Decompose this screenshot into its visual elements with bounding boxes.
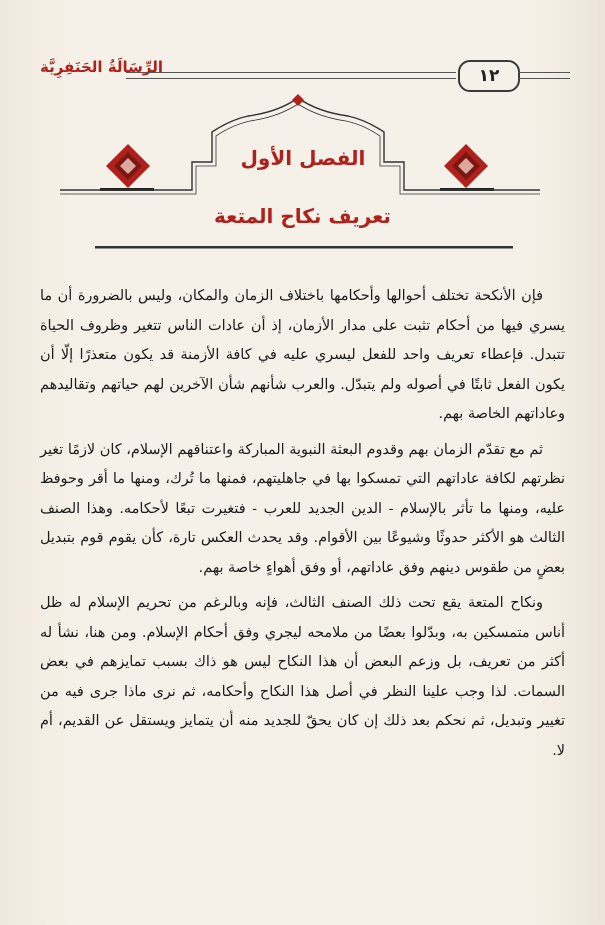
page-number: ١٢ [478, 66, 500, 86]
book-title: الرِّسَالَةُ الحَنَفِرِيَّة [40, 58, 164, 76]
chapter-title: تعريف نكاح المتعة [214, 204, 391, 228]
chapter-ornament [0, 92, 605, 252]
body-text [40, 282, 565, 772]
right-diamond-ornament [440, 144, 494, 191]
page-number-box [458, 60, 520, 92]
header-rule-tail [518, 72, 570, 79]
paragraph: ونكاح المتعة يقع تحت ذلك الصنف الثالث، فإنه وبالرغم من تحريم الإسلام له ظل أناس متمسكين به، وبدّلوا بعضًا من ملامحه ليجري وفق أحكام الإسلام. ومن هنا، نشأ له أكثر من تعريف، بل وزعم البعض أن هذا النكاح ليس هو ذاك بسبب تمايزهم في بعض السمات. لذا وجب علينا النظر في أصل هذا النكاح وأحكامه، ثم نرى ماذا جرى فيه من تغيير وتبديل، ثم نحكم بعد ذلك إن كان يحقّ للجديد منه أن يتمايز ويستقل عن القديم، أم لا. [40, 595, 565, 759]
running-header [18, 56, 588, 96]
left-diamond-ornament [100, 144, 154, 191]
arch-frame-graphic [0, 92, 605, 252]
chapter-label: الفصل الأول [240, 146, 366, 170]
paragraph: فإن الأنكحة تختلف أحوالها وأحكامها باختلاف الزمان والمكان، وليس بالضرورة أن ما يسري فيها من أحكام تثبت على مدار الأزمان، إذ أن عادات الناس تتغير وظروف الحياة تتبدل. فإعطاء تعريف واحد للفعل ليسري عليه في كافة الأزمنة قد يكون متعذرًا إلّا أن يكون الفعل ثابتًا في أصوله ولم يتبدّل. والعرب شأنهم شأن الآخرين لهم حياتهم وتقاليدهم وعاداتهم الخاصة بهم. [40, 288, 565, 422]
header-rule [126, 72, 456, 79]
paragraph: ثم مع تقدّم الزمان بهم وقدوم البعثة النبوية المباركة واعتناقهم الإسلام، كان لازمًا تغير نظرتهم لكافة عاداتهم التي تمسكوا بها في جاهليتهم، فمنها ما تُرك، ومنها ما أقر وحوفظ عليه، ومنها ما تأثر بالإسلام - الدين الجديد للعرب - فتغيرت تبعًا لأحكامه. وهذا الصنف الثالث هو الأكثر حدوثًا وشيوعًا بين الأقوام. وقد يحدث العكس تارة، كأن يقوم قوم بتبديل بعضٍ من طقوس دينهم وفق عاداتهم، أو وفق أهواءٍ خاصة بهم. [40, 441, 565, 576]
